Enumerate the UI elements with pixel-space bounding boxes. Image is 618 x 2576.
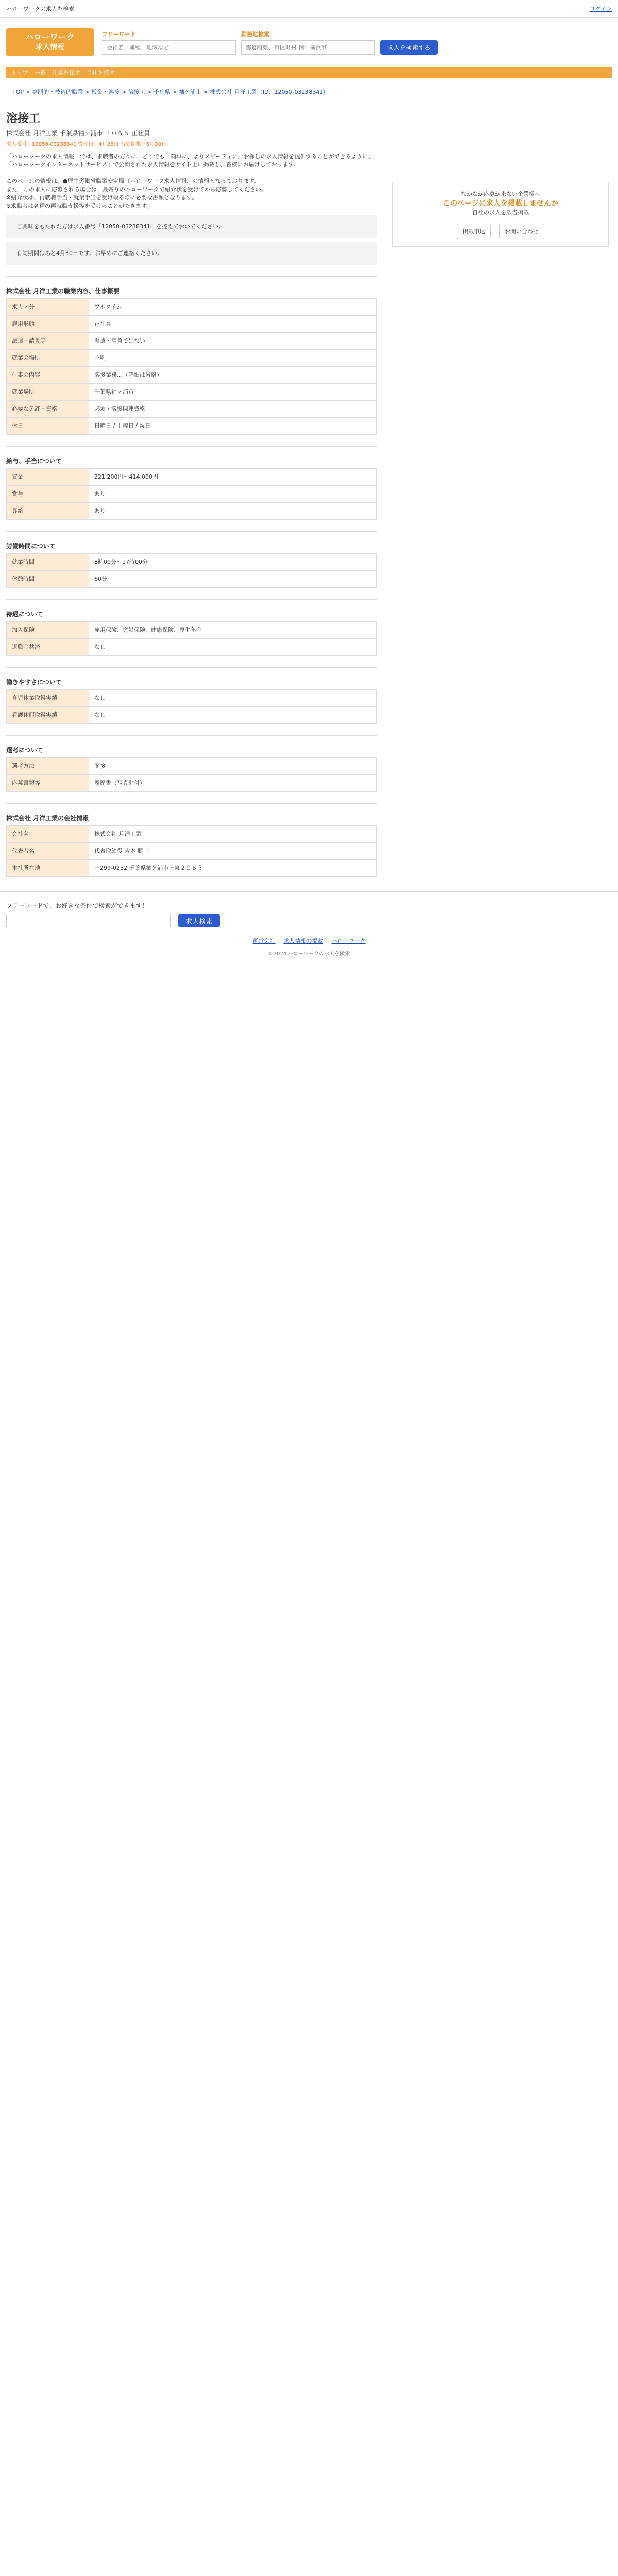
row-key: 派遣・請負等	[7, 333, 89, 350]
row-value: 正社員	[89, 316, 377, 333]
row-key: 必要な免許・資格	[7, 401, 89, 418]
table-row	[7, 622, 377, 639]
table-row	[7, 367, 377, 384]
row-key: 看護休暇取得実績	[7, 707, 89, 724]
content	[0, 101, 618, 891]
notice-line-4: ※紹介状は、再就職手当・就業手当を受け取る際に必要な書類となります。	[6, 194, 198, 201]
footer-links	[6, 937, 612, 945]
row-key: 会社名	[7, 826, 89, 843]
section-title-1: 株式会社 月洋工業の職業内容、仕事概要	[6, 276, 377, 298]
table-row	[7, 401, 377, 418]
row-key: 育児休業取得実績	[7, 690, 89, 707]
row-value: 面接	[89, 758, 377, 775]
section-table-2	[6, 468, 377, 520]
row-value: 派遣・請負ではない	[89, 333, 377, 350]
row-value: 日曜日 / 土曜日 / 祝日	[89, 418, 377, 435]
table-row	[7, 486, 377, 503]
footer-label: フリーワードで、お好きな条件で検索ができます！	[6, 902, 148, 909]
area-col	[241, 30, 375, 55]
free-word-label: フリーワード	[102, 31, 136, 38]
table-row	[7, 418, 377, 435]
section-table-4	[6, 621, 377, 656]
nav-item-companies[interactable]: 会社を探す	[86, 70, 115, 76]
row-value: 代表取締役 吉本 勝三	[89, 843, 377, 860]
header	[0, 18, 618, 67]
row-key: 休日	[7, 418, 89, 435]
table-row	[7, 571, 377, 588]
free-word-input[interactable]	[102, 40, 236, 55]
row-value: あり	[89, 503, 377, 520]
footer-search-button[interactable]: 求人検索	[178, 914, 220, 927]
section-title-4: 待遇について	[6, 599, 377, 621]
row-value: 履歴書（写真貼付）	[89, 775, 377, 792]
table-row	[7, 350, 377, 367]
table-row	[7, 554, 377, 571]
nav-item-list[interactable]: 一覧	[34, 70, 46, 76]
section-table-5	[6, 689, 377, 724]
row-key: 仕事の内容	[7, 367, 89, 384]
section-title-5: 働きやすさについて	[6, 667, 377, 689]
table-row	[7, 333, 377, 350]
side-apply-button[interactable]: 掲載申込	[457, 224, 491, 239]
row-value: 不明	[89, 350, 377, 367]
row-key: 休憩時間	[7, 571, 89, 588]
section-title-7: 株式会社 月洋工業の会社情報	[6, 803, 377, 825]
nav-item-jobs[interactable]: 仕事を探す	[52, 70, 80, 76]
section-title-6: 選考について	[6, 735, 377, 757]
row-key: 本社所在地	[7, 860, 89, 877]
top-left-text: ハローワークの求人を検索	[6, 5, 74, 12]
table-row	[7, 826, 377, 843]
breadcrumb[interactable]: TOP > 専門的・技術的職業 > 板金・溶接 > 溶接工 > 千葉県 > 袖ケ浦市 > 株式会社 月洋工業（ID：12050-03238341）	[6, 82, 612, 101]
side-buttons	[400, 222, 601, 241]
notice-line-2: このページの情報は、●厚生労働省職業安定局（ハローワーク求人情報）の情報となっております。	[6, 178, 260, 184]
notice-box-1-text: ご興味をもたれた方は求人番号「12050-03238341」を控えておいてください。	[16, 223, 224, 230]
table-row	[7, 316, 377, 333]
notice-line-3: また、この求人に応募される場合は、最寄りのハローワークで紹介状を受けてから応募してください。	[6, 186, 267, 193]
side-line-3: 自社の求人を広告掲載	[472, 209, 529, 216]
side-card	[392, 182, 609, 247]
section-table-6	[6, 757, 377, 792]
logo-line1: ハローワーク	[25, 33, 75, 42]
footer-link-company[interactable]: 運営会社	[252, 938, 276, 944]
row-value: 221,200円〜414,000円	[89, 469, 377, 486]
logo-line2: 求人情報	[36, 43, 64, 51]
row-value: なし	[89, 639, 377, 656]
row-value: なし	[89, 690, 377, 707]
row-value: 千葉県袖ケ浦市	[89, 384, 377, 401]
table-row	[7, 503, 377, 520]
side-line-1: なかなか応募が来ない企業様へ	[461, 191, 540, 197]
table-row	[7, 639, 377, 656]
table-row	[7, 299, 377, 316]
row-value: 60分	[89, 571, 377, 588]
page-title: 溶接工	[6, 112, 41, 125]
row-key: 就業時間	[7, 554, 89, 571]
row-value: なし	[89, 707, 377, 724]
table-row	[7, 843, 377, 860]
row-key: 雇用形態	[7, 316, 89, 333]
table-row	[7, 860, 377, 877]
side-line-2: このページに求人を掲載しませんか	[443, 199, 558, 208]
section-table-3	[6, 553, 377, 588]
table-row	[7, 775, 377, 792]
row-value: 溶接業務…（詳細は省略）	[89, 367, 377, 384]
row-key: 就業場所	[7, 384, 89, 401]
section-table-1	[6, 298, 377, 435]
row-key: 代表者名	[7, 843, 89, 860]
row-value: フルタイム	[89, 299, 377, 316]
section-title-2: 給与、手当について	[6, 446, 377, 468]
footer-search-input[interactable]	[6, 914, 171, 927]
table-row	[7, 758, 377, 775]
row-value: 8時00分〜17時00分	[89, 554, 377, 571]
notice-line-1: 「ハローワークの求人情報」では、求職者の方々に、どこでも、簡単に、よりスピーディに、お探しの求人情報を提供することができるように、「ハローワークインターネットサービス」で公開された求人情報をサイト上に掲載し、皆様にお届けしております。	[6, 153, 374, 168]
table-row	[7, 690, 377, 707]
footer-link-hellowork[interactable]: ハローワーク	[331, 938, 366, 944]
row-key: 賃金	[7, 469, 89, 486]
notice-line-5: ※求職者は各種の再就職支援等を受けることができます。	[6, 202, 152, 209]
search-button[interactable]: 求人を検索する	[380, 40, 438, 55]
table-row	[7, 384, 377, 401]
area-label: 勤務地検索	[241, 31, 269, 38]
footer	[0, 891, 618, 969]
row-key: 就業の場所	[7, 350, 89, 367]
footer-search-row	[6, 914, 612, 927]
login-link[interactable]: ログイン	[589, 5, 612, 12]
notice	[6, 152, 377, 210]
company-line: 株式会社 月洋工業 千葉県袖ケ浦市 ２０６５ 正社員	[6, 130, 150, 137]
row-value: あり	[89, 486, 377, 503]
table-row	[7, 707, 377, 724]
row-value: 雇用保険、労災保険、健康保険、厚生年金	[89, 622, 377, 639]
row-key: 賞与	[7, 486, 89, 503]
free-word-col	[102, 30, 236, 55]
sidebar	[392, 110, 609, 879]
row-key: 求人区分	[7, 299, 89, 316]
section-title-3: 労働時間について	[6, 531, 377, 553]
nav-strip	[6, 67, 612, 78]
row-key: 応募書類等	[7, 775, 89, 792]
section-table-7	[6, 825, 377, 877]
row-key: 昇給	[7, 503, 89, 520]
notice-box-2	[6, 242, 377, 265]
row-key: 加入保険	[7, 622, 89, 639]
notice-box-1	[6, 215, 377, 238]
row-key: 退職金共済	[7, 639, 89, 656]
main-column	[6, 110, 377, 879]
job-meta: 求人番号：12050-03238341 受理日：4月28日 有効期限：6月30日	[6, 142, 166, 147]
site-logo[interactable]	[6, 28, 94, 56]
row-key: 選考方法	[7, 758, 89, 775]
row-value: 〒299-0252 千葉県袖ケ浦市上泉２０６５	[89, 860, 377, 877]
row-value: 株式会社 月洋工業	[89, 826, 377, 843]
table-row	[7, 469, 377, 486]
notice-box-2-text: 有効期間はあと4月30日です。お早めにご連絡ください。	[16, 250, 163, 257]
side-contact-button[interactable]: お問い合わせ	[499, 224, 544, 239]
area-input[interactable]	[241, 40, 375, 55]
search-block	[102, 30, 438, 55]
footer-link-listing[interactable]: 求人情報の掲載	[283, 938, 323, 944]
top-bar	[0, 0, 618, 18]
row-value: 必須 / 溶接関連資格	[89, 401, 377, 418]
copyright: ©2024 ハローワークの求人を検索	[268, 951, 350, 957]
nav-item-top[interactable]: トップ	[11, 70, 28, 76]
